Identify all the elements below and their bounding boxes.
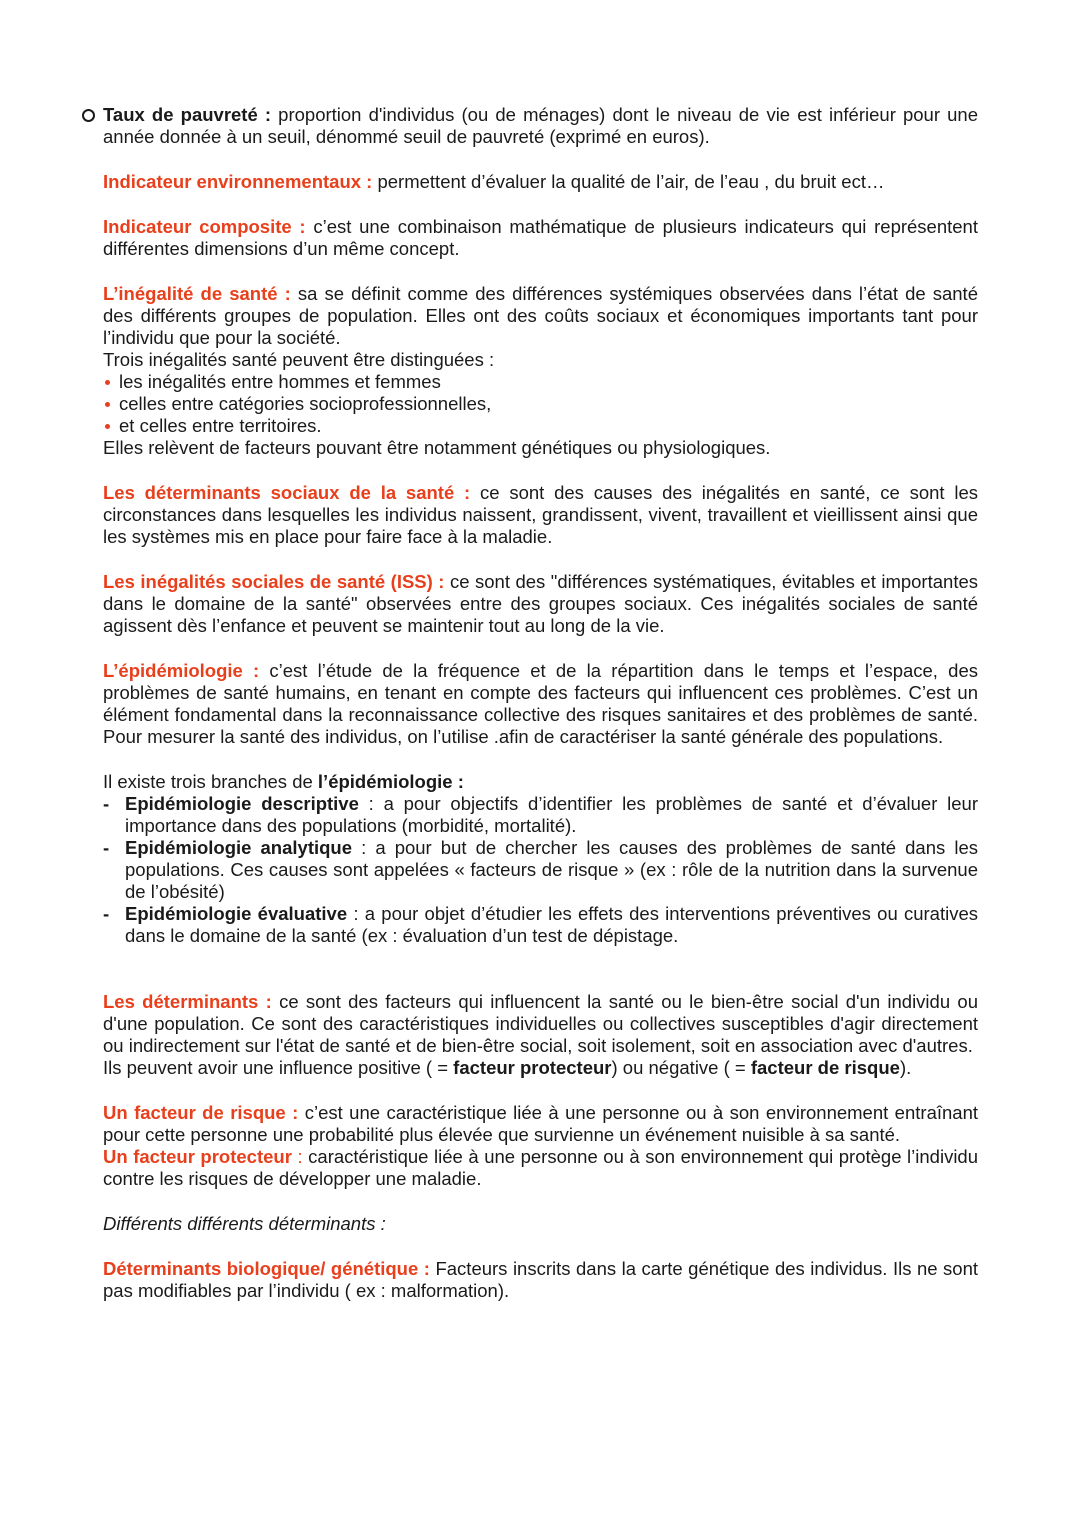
branches-intro: Il existe trois branches de: [103, 771, 318, 792]
text-facteur-risque: c’est une caractéristique liée à une personne ou à son environnement entraînant pour cette personne une probabilité plus élevée que survienne un événement nuisible à sa santé.: [103, 1102, 978, 1145]
text-determinants: ce sont des facteurs qui influencent la santé ou le bien-être social d'un individu ou d'une population. Ce sont des caractéristiques individuelles ou collectives susceptibles d'agir directement ou indirectement sur l'état de santé et de bien-être social, soit isolement, soit en association avec d'autres.: [103, 991, 978, 1056]
definition-iss: [103, 571, 978, 637]
text-inegalite-sante: sa se définit comme des différences systémiques observées dans l’état de santé des différents groupes de population. Elles ont des coûts sociaux et économiques importants tant pour l’individu que pour la société.: [103, 283, 978, 348]
list-item: - Epidémiologie descriptive : a pour objectifs d’identifier les problèmes de santé et d’évaluer leur importance dans des populations (morbidité, mortalité).: [103, 793, 978, 836]
definition-indicateur-environnemental: [103, 171, 978, 193]
term-determinants: Les déterminants :: [103, 991, 272, 1012]
branches-intro-bold: l’épidémiologie :: [317, 771, 464, 792]
text-taux-pauvrete: proportion d'individus (ou de ménages) dont le niveau de vie est inférieur pour une année donnée à un seuil, dénommé seuil de pauvreté (exprimé en euros).: [103, 104, 978, 147]
definition-indicateur-composite: [103, 216, 978, 260]
text-indicateur-composite: c’est une combinaison mathématique de plusieurs indicateurs qui représentent différentes dimensions d’un même concept.: [103, 216, 978, 259]
list-item: et celles entre territoires.: [103, 415, 978, 437]
term-facteur-protecteur: Un facteur protecteur: [103, 1146, 292, 1167]
inegalite-intro: Trois inégalités santé peuvent être distinguées :: [103, 349, 495, 370]
branches-epidemiologie: [103, 771, 978, 947]
list-item: les inégalités entre hommes et femmes: [103, 371, 978, 393]
text-indicateur-environnemental: permettent d’évaluer la qualité de l’air, de l’eau , du bruit ect…: [372, 171, 885, 192]
inegalite-list: [103, 371, 978, 437]
term-determinants-sociaux: Les déterminants sociaux de la santé :: [103, 482, 471, 503]
term-inegalite-sante: L’inégalité de santé :: [103, 283, 291, 304]
differents-determinants-heading: Différents différents déterminants :: [103, 1213, 386, 1234]
bullet-dot-icon: [105, 380, 110, 385]
document-page: [103, 104, 978, 1302]
definition-determinants-sociaux: [103, 482, 978, 548]
definition-facteur-risque: [103, 1102, 978, 1146]
bullet-dot-icon: [105, 424, 110, 429]
definitions-facteurs: [103, 1102, 978, 1190]
list-item: - Epidémiologie évaluative : a pour objet d’étudier les effets des interventions préventives ou curatives dans le domaine de la santé (ex : évaluation d’un test de dépistage.: [103, 903, 978, 946]
term-iss: Les inégalités sociales de santé (ISS) :: [103, 571, 445, 592]
definition-determinants: Les déterminants : ce sont des facteurs qui influencent la santé ou le bien-être social d'un individu ou d'une population. Ce sont des caractéristiques individuelles ou collectives susceptibles d'agir directement ou indirectement sur l'état de santé et de bien-être social, soit isolement, soit en association avec d'autres. Ils peuvent avoir une influence positive ( = facteur protecteur) ou négative ( = facteur de risque).: [103, 991, 978, 1078]
term-indicateur-environnemental: Indicateur environnementaux :: [103, 171, 373, 192]
definition-determinants-biologiques: [103, 1258, 978, 1302]
text-facteur-protecteur: caractéristique liée à une personne ou à son environnement qui protège l’individu contre les risques de développer une maladie.: [103, 1146, 979, 1189]
list-item: celles entre catégories socioprofessionnelles,: [103, 393, 978, 415]
term-facteur-risque: Un facteur de risque :: [103, 1102, 299, 1123]
definition-taux-pauvrete: [83, 104, 978, 148]
inegalite-outro: Elles relèvent de facteurs pouvant être notamment génétiques ou physiologiques.: [103, 437, 771, 458]
text-determinants-biologiques: Facteurs inscrits dans la carte génétique des individus. Ils ne sont pas modifiables par l’individu ( ex : malformation).: [103, 1258, 979, 1301]
term-epidemiologie: L’épidémiologie :: [103, 660, 260, 681]
definition-epidemiologie: [103, 660, 978, 748]
bullet-dot-icon: [105, 402, 110, 407]
text-epidemiologie: c’est l’étude de la fréquence et de la répartition dans le temps et l’espace, des problèmes de santé humains, en tenant en compte des facteurs qui influencent ces problèmes. C’est un élément fondamental dans la reconnaissance collective des risques sanitaires et des problèmes de santé. Pour mesurer la santé des individus, on l’utilise .afin de caractériser la santé générale des populations.: [103, 660, 978, 747]
text-iss: ce sont des "différences systématiques, évitables et importantes dans le domaine de la santé" observées entre des groupes sociaux. Ces inégalités sociales de santé agissent dès l’enfance et peuvent se maintenir tout au long de la vie.: [103, 571, 978, 636]
branches-list: [103, 793, 978, 947]
list-item: - Epidémiologie analytique : a pour but de chercher les causes des problèmes de santé dans les populations. Ces causes sont appelées « facteurs de risque » (ex : rôle de la nutrition dans la survenue de l’obésité): [103, 837, 978, 902]
definition-facteur-protecteur: Un facteur protecteur : caractéristique liée à une personne ou à son environnement qui protège l’individu contre les risques de développer une maladie.: [103, 1146, 979, 1189]
circle-bullet-icon: [82, 109, 95, 122]
term-indicateur-composite: Indicateur composite :: [103, 216, 306, 237]
term-determinants-biologiques: Déterminants biologique/ génétique :: [103, 1258, 430, 1279]
text-determinants-sociaux: ce sont des causes des inégalités en santé, ce sont les circonstances dans lesquelles les individus naissent, grandissent, vivent, travaillent et vieillissent ainsi que les systèmes mis en place pour faire face à la maladie.: [103, 482, 978, 547]
definition-inegalite-sante: [103, 283, 978, 459]
term-taux-pauvrete: Taux de pauvreté :: [103, 104, 272, 125]
